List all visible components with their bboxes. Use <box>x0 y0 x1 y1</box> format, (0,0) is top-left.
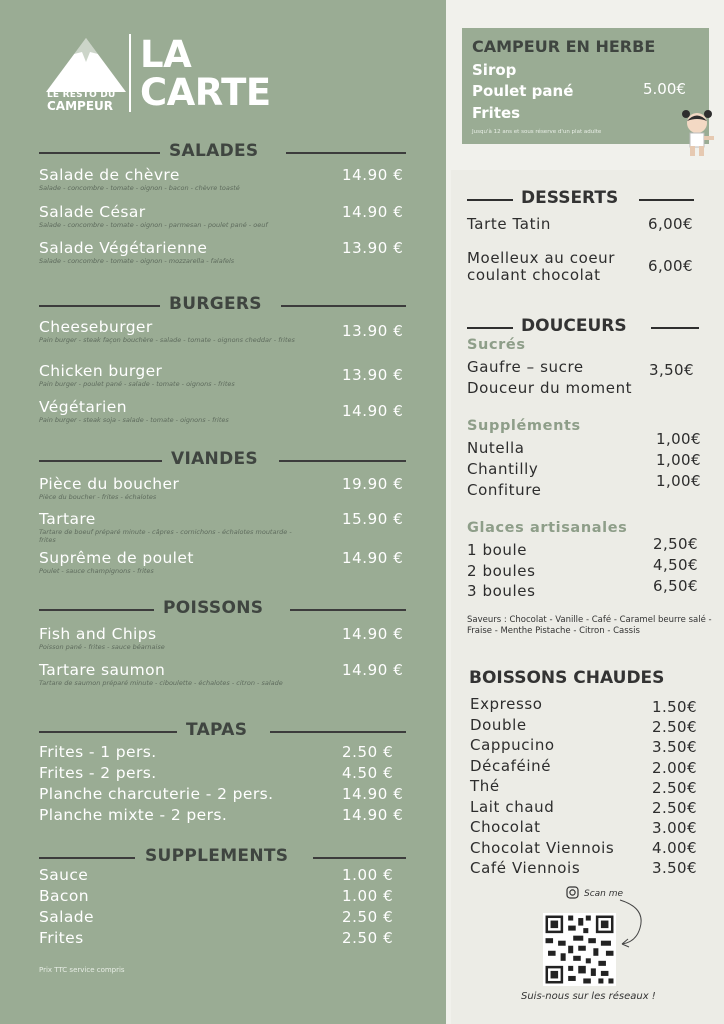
menu-item <box>39 510 409 544</box>
item-name: Frites <box>39 929 84 947</box>
douceur-name: Douceur du moment <box>467 379 633 397</box>
item-name: Planche charcuterie - 2 pers. <box>39 785 274 803</box>
follow-us-text: Suis-nous sur les réseaux ! <box>521 991 656 1002</box>
drink-price: 3.00€ <box>652 819 697 837</box>
drink-name: Lait chaud <box>470 798 555 816</box>
section-title: TAPAS <box>186 720 248 740</box>
menu-item <box>39 743 409 761</box>
supplement-name: Nutella <box>467 439 525 457</box>
item-name: Pièce du boucher <box>39 475 180 493</box>
item-price: 2.50 € <box>342 929 394 947</box>
item-price: 14.90 € <box>342 549 404 567</box>
kids-price: 5.00€ <box>643 80 686 98</box>
logo-text-line1: LE RESTO DU <box>47 90 116 100</box>
glace-price: 6,50€ <box>653 577 698 595</box>
douceur-price: 3,50€ <box>649 361 694 379</box>
saveurs-list: Saveurs : Chocolat - Vanille - Café - Caramel beurre salé - Fraise - Menthe Pistache - Citron - Cassis <box>467 615 712 636</box>
drink-name: Expresso <box>470 695 543 713</box>
section-title: DESSERTS <box>521 188 619 208</box>
instagram-icon <box>566 886 579 899</box>
menu-item <box>39 239 409 265</box>
menu-item <box>39 362 409 388</box>
title-line1: LA <box>140 33 192 76</box>
douceur-name: Gaufre – sucre <box>467 358 584 376</box>
menu-item <box>39 887 409 905</box>
section-title: POISSONS <box>163 598 264 618</box>
item-price: 14.90 € <box>342 625 404 643</box>
menu-item <box>39 318 409 344</box>
drink-name: Cappucino <box>470 736 555 754</box>
menu-item <box>39 625 409 651</box>
section-title: SUPPLEMENTS <box>145 846 289 866</box>
item-name: Tartare <box>39 510 96 528</box>
glace-name: 3 boules <box>467 582 536 600</box>
item-desc: Tartare de boeuf préparé minute - câpres - cornichons - échalotes moutarde - frites <box>39 528 292 544</box>
menu-item <box>39 806 409 824</box>
item-name: Végétarien <box>39 398 127 416</box>
section-header-desserts <box>467 188 710 212</box>
logo-separator <box>129 34 131 112</box>
drink-name: Décaféiné <box>470 757 552 775</box>
section-header-viandes <box>39 449 406 473</box>
menu-item <box>39 866 409 884</box>
item-desc: Pain burger - steak soja - salade - tomate - oignons - frites <box>39 416 229 424</box>
menu-item <box>39 166 409 192</box>
drink-price: 2.50€ <box>652 799 697 817</box>
kids-line: Poulet pané <box>472 82 574 100</box>
menu-item <box>39 908 409 926</box>
section-header-burgers <box>39 294 406 318</box>
menu-item <box>39 398 409 424</box>
item-desc: Pain burger - steak façon bouchère - salade - tomate - oignons cheddar - frites <box>39 336 295 344</box>
dessert-price: 6,00€ <box>648 257 693 275</box>
item-name: Salade César <box>39 203 146 221</box>
kids-line: Sirop <box>472 61 517 79</box>
item-desc: Tartare de saumon préparé minute - ciboulette - échalotes - citron - salade <box>39 679 283 687</box>
drink-name: Café Viennois <box>470 859 581 877</box>
item-name: Frites - 1 pers. <box>39 743 157 761</box>
drink-price: 2.00€ <box>652 759 697 777</box>
section-header-salades <box>39 141 406 165</box>
item-name: Fish and Chips <box>39 625 157 643</box>
item-price: 14.90 € <box>342 203 404 221</box>
mountain-logo-icon <box>46 36 126 96</box>
item-desc: Pièce du boucher - frites - échalotes <box>39 493 157 501</box>
drink-price: 2.50€ <box>652 718 697 736</box>
supplement-name: Chantilly <box>467 460 539 478</box>
item-price: 14.90 € <box>342 402 404 420</box>
item-price: 14.90 € <box>342 806 404 824</box>
supplement-price: 1,00€ <box>656 430 701 448</box>
page-title <box>140 33 271 114</box>
menu-item <box>39 785 409 803</box>
item-name: Suprême de poulet <box>39 549 194 567</box>
subheading-sucres: Sucrés <box>467 337 526 353</box>
item-price: 14.90 € <box>342 661 404 679</box>
item-name: Frites - 2 pers. <box>39 764 157 782</box>
drink-price: 3.50€ <box>652 738 697 756</box>
item-desc: Salade - concombre - tomate - oignon - bacon - chèvre toasté <box>39 184 240 192</box>
item-desc: Pain burger - poulet pané - salade - tomate - oignons - frites <box>39 380 235 388</box>
title-line2: CARTE <box>140 71 271 114</box>
drink-price: 4.00€ <box>652 839 697 857</box>
item-name: Planche mixte - 2 pers. <box>39 806 228 824</box>
section-title: SALADES <box>169 141 259 161</box>
section-header-tapas <box>39 720 406 744</box>
scan-me-label: Scan me <box>584 889 624 899</box>
glace-price: 4,50€ <box>653 556 698 574</box>
subheading-glaces: Glaces artisanales <box>467 520 628 536</box>
glace-price: 2,50€ <box>653 535 698 553</box>
logo-text-line2: CAMPEUR <box>47 99 114 113</box>
item-price: 1.00 € <box>342 866 394 884</box>
item-name: Tartare saumon <box>39 661 166 679</box>
kids-note: Jusqu'à 12 ans et sous réserve d'un plat adulte <box>472 129 602 135</box>
item-desc: Poisson pané - frites - sauce béarnaise <box>39 643 165 651</box>
drink-price: 3.50€ <box>652 859 697 877</box>
section-header-boissons <box>469 668 709 692</box>
menu-item <box>39 203 409 229</box>
item-name: Salade <box>39 908 94 926</box>
item-price: 2.50 € <box>342 908 394 926</box>
drink-name: Chocolat <box>470 818 541 836</box>
supplement-price: 1,00€ <box>656 472 701 490</box>
item-price: 4.50 € <box>342 764 394 782</box>
section-title: DOUCEURS <box>521 316 627 336</box>
item-name: Bacon <box>39 887 89 905</box>
section-title: BURGERS <box>169 294 262 314</box>
item-desc: Salade - concombre - tomate - oignon - parmesan - poulet pané - oeuf <box>39 221 268 229</box>
supplement-name: Confiture <box>467 481 542 499</box>
menu-item <box>39 475 409 501</box>
item-name: Salade de chèvre <box>39 166 180 184</box>
item-price: 2.50 € <box>342 743 394 761</box>
item-price: 1.00 € <box>342 887 394 905</box>
kids-line: Frites <box>472 104 521 122</box>
subheading-supplements: Suppléments <box>467 418 581 434</box>
footer-note: Prix TTC service compris <box>39 966 125 974</box>
item-desc: Salade - concombre - tomate - oignon - mozzarella - falafels <box>39 257 235 265</box>
item-name: Sauce <box>39 866 89 884</box>
qr-code[interactable] <box>543 913 616 986</box>
dessert-price: 6,00€ <box>648 215 693 233</box>
item-price: 13.90 € <box>342 366 404 384</box>
child-illustration-icon <box>678 108 718 160</box>
item-price: 13.90 € <box>342 322 404 340</box>
item-name: Salade Végétarienne <box>39 239 208 257</box>
section-title: VIANDES <box>171 449 258 469</box>
item-price: 13.90 € <box>342 239 404 257</box>
arrow-doodle-icon <box>618 898 648 950</box>
menu-item <box>39 661 409 687</box>
item-price: 15.90 € <box>342 510 404 528</box>
drink-name: Double <box>470 716 527 734</box>
dessert-name: Moelleux au coeur <box>467 249 616 267</box>
drink-price: 2.50€ <box>652 779 697 797</box>
item-price: 19.90 € <box>342 475 404 493</box>
kids-menu-box <box>462 28 709 144</box>
menu-item <box>39 764 409 782</box>
drink-price: 1.50€ <box>652 698 697 716</box>
supplement-price: 1,00€ <box>656 451 701 469</box>
section-title: BOISSONS CHAUDES <box>469 668 665 688</box>
item-price: 14.90 € <box>342 166 404 184</box>
kids-title: CAMPEUR EN HERBE <box>472 37 656 56</box>
dessert-name: Tarte Tatin <box>467 215 551 233</box>
section-header-poissons <box>39 598 406 622</box>
item-price: 14.90 € <box>342 785 404 803</box>
drink-name: Thé <box>470 777 500 795</box>
menu-item <box>39 929 409 947</box>
item-name: Cheeseburger <box>39 318 153 336</box>
glace-name: 2 boules <box>467 562 536 580</box>
dessert-name-line2: coulant chocolat <box>467 266 601 284</box>
menu-item <box>39 549 409 575</box>
glace-name: 1 boule <box>467 541 528 559</box>
item-desc: Poulet - sauce champignons - frites <box>39 567 154 575</box>
drink-name: Chocolat Viennois <box>470 839 615 857</box>
item-name: Chicken burger <box>39 362 163 380</box>
